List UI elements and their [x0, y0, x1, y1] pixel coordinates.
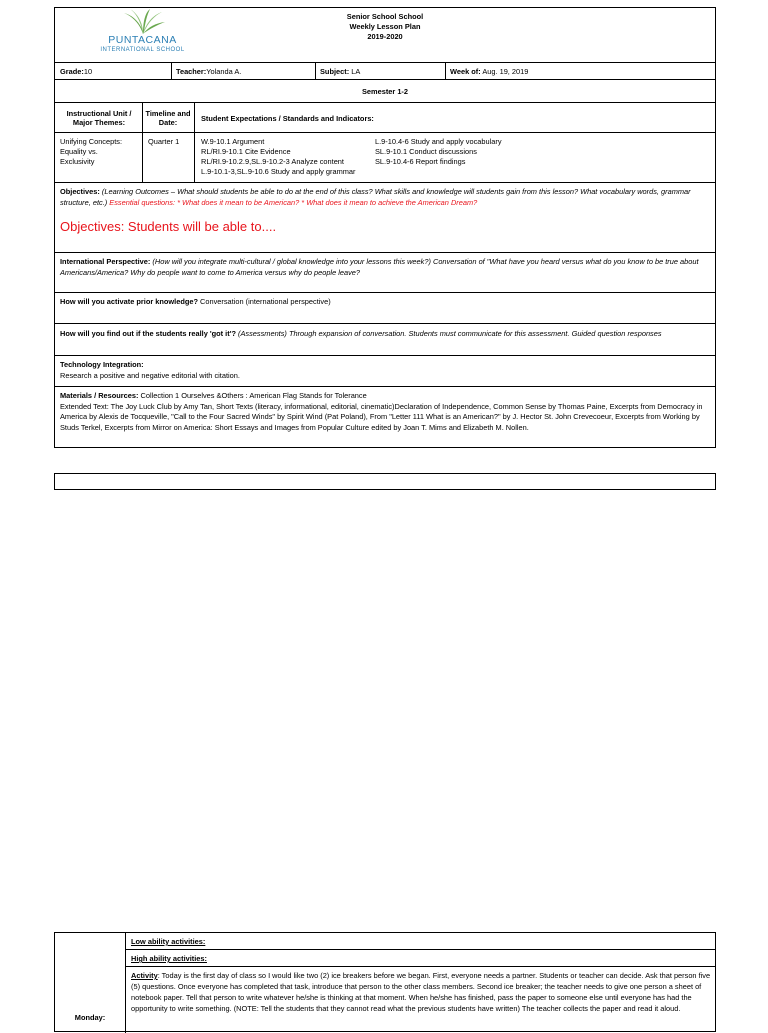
activity-text: [131, 971, 711, 1015]
objectives-prompt: (Learning Outcomes – What should students be able to do at the end of this class? What skills and knowledge will students gain from this lesson? What vocabulary words, grammar structure, etc.): [60, 187, 691, 207]
title-line-1: Senior School School: [346, 12, 424, 21]
standards-header: Student Expectations / Standards and Indicators:: [201, 114, 374, 123]
school-name: PUNTACANA: [108, 34, 177, 46]
materials-line1: Collection 1 Ourselves &Others : American Flag Stands for Tolerance: [138, 391, 367, 400]
technology-section: [54, 355, 716, 387]
objectives-label: Objectives:: [60, 187, 100, 196]
teacher-label: Teacher:: [176, 67, 207, 76]
prior-knowledge-section: [54, 292, 716, 324]
essential-questions: Essential questions: * What does it mean to be American? * What does it mean to achieve the American Dream?: [109, 197, 478, 207]
materials-text: Extended Text: The Joy Luck Club by Amy Tan, Short Texts (literacy, informational, editorial, cinematic)Declaration of Independence, Common Sense by Thomas Paine, Excerpts from Democracy in America by Alexis de Tocqueville, "Call to the Four Sacred Winds" by Spirit Wind (Pat Poland), From "Letter 111 What is an American?" by J. Hector St. John Crevecoeur, Excerpts from Working by Studs Terkel, Excerpts from Mirror on America: Short Essays and Images from Popular Culture edited by Joan T. Mims and Elizabeth M. Nollen.: [60, 401, 703, 432]
plan-title: [285, 12, 485, 42]
standard-item: SL.9-10.1 Conduct discussions: [375, 147, 477, 156]
international-section: [54, 252, 716, 293]
activity-body: : Today is the first day of class so I would like two (2) ice breakers before we began. First, everyone needs a partner. Students or teacher can decide. Ask that person five (5) questions. Once everyone has completed that task, introduce that person to the other class members. Second ice breaker; the teacher needs to give one person a sheet of notebook paper. Tell that person to write whatever he/she is thinking at that moment. When he/she has finished, pass the paper to someone else until everyone has had the opportunity to write something. (NOTE: Tell the students that they cannot read what the previous students have written) The teacher collects the paper and read it aloud.: [131, 971, 711, 1013]
objectives-section: [54, 182, 716, 253]
school-subtitle: INTERNATIONAL SCHOOL: [100, 47, 185, 53]
standards-left: [201, 137, 355, 177]
high-ability-label: High ability activities:: [131, 954, 207, 963]
empty-row: [54, 473, 716, 490]
assess-label: How will you find out if the students really 'got it'?: [60, 329, 236, 338]
title-line-3: 2019-2020: [367, 32, 403, 41]
activity-label: Activity: [131, 971, 158, 980]
grade-label: Grade:: [60, 67, 84, 76]
objectives-text: [60, 187, 710, 208]
grade-value: 10: [83, 67, 93, 76]
header-box: [54, 7, 716, 63]
standard-item: RL/RI.9-10.2.9,SL.9-10.2-3 Analyze content: [201, 157, 344, 166]
monday-label: Monday:: [74, 1013, 106, 1022]
semester-row: [54, 79, 716, 103]
tech-label: Technology Integration:: [60, 360, 144, 369]
standard-item: RL/RI.9-10.1 Cite Evidence: [201, 147, 291, 156]
assessment-section: [54, 323, 716, 356]
palm-leaf-icon: [120, 9, 166, 35]
prior-label: How will you activate prior knowledge?: [60, 297, 198, 306]
tech-text: Research a positive and negative editorial with citation.: [60, 370, 240, 380]
title-line-2: Weekly Lesson Plan: [349, 22, 421, 31]
standard-item: L.9-10.4-6 Study and apply vocabulary: [375, 137, 502, 146]
semester-label: Semester 1-2: [361, 87, 408, 96]
monday-table: [54, 932, 716, 1032]
timeline-value: Quarter 1: [148, 137, 180, 146]
objectives-statement: Objectives: Students will be able to....: [60, 219, 277, 234]
prior-text: Conversation (international perspective): [197, 297, 331, 306]
week-label: Week of:: [450, 67, 481, 76]
standard-item: W.9-10.1 Argument: [201, 137, 265, 146]
low-ability-label: Low ability activities:: [131, 937, 206, 946]
unit-line-3: Exclusivity: [60, 157, 95, 166]
standard-item: L.9-10.1-3,SL.9-10.6 Study and apply grammar: [201, 167, 356, 176]
international-text: (How will you integrate multi-cultural / global knowledge into your lessons this week?) Conversation of "What have you heard versus what do you know to be true about Americans/America? Why do people want to come to America versus why do people leave?: [60, 257, 699, 277]
unit-concepts: [60, 137, 122, 167]
school-logo: [85, 9, 200, 59]
unit-header: Instructional Unit / Major Themes:: [66, 109, 132, 127]
column-header-row: [54, 102, 716, 133]
week-value: Aug. 19, 2019: [482, 67, 529, 76]
subject-label: Subject:: [320, 67, 350, 76]
international-label: International Perspective:: [60, 257, 151, 266]
assess-text: (Assessments) Through expansion of conversation. Students must communicate for this assessment. Guided question responses: [235, 329, 662, 338]
info-row: [54, 62, 716, 80]
standard-item: SL.9-10.4-6 Report findings: [375, 157, 466, 166]
subject-value: LA: [351, 67, 361, 76]
unit-line-2: Equality vs.: [60, 147, 98, 156]
materials-section: [54, 386, 716, 448]
standards-right: [375, 137, 502, 167]
unit-row: [54, 132, 716, 183]
materials-label: Materials / Resources:: [60, 391, 139, 400]
timeline-header: Timeline and Date:: [145, 109, 191, 127]
unit-line-1: Unifying Concepts:: [60, 137, 123, 146]
teacher-value: Yolanda A.: [206, 67, 242, 76]
